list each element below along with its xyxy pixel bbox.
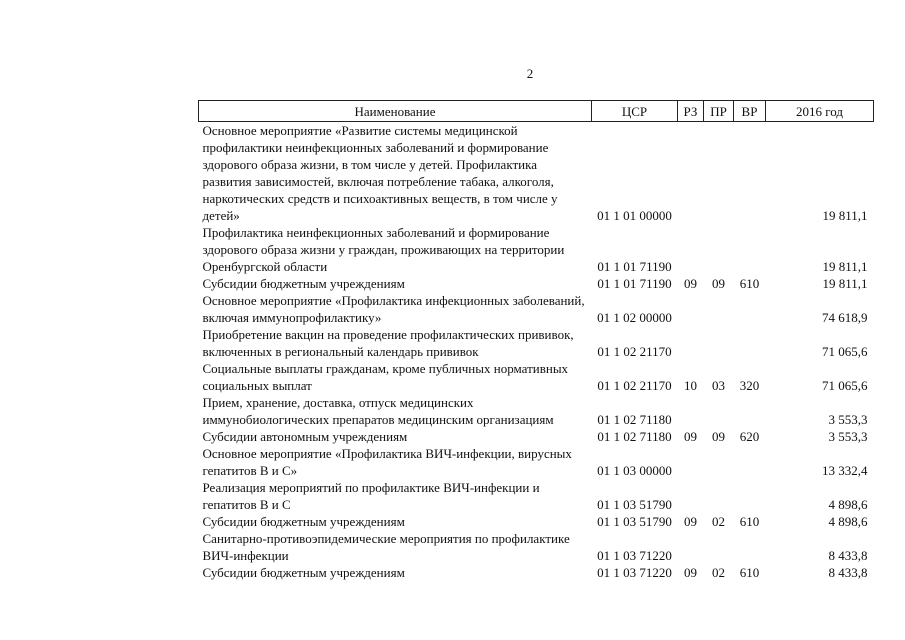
row-amount: 4 898,6 bbox=[828, 514, 868, 529]
row-csr: 01 1 02 71180 bbox=[597, 412, 672, 427]
row-name bbox=[199, 292, 592, 326]
row-name-line: Приобретение вакцин на проведение профилактических прививок, bbox=[202, 327, 574, 342]
table-row bbox=[199, 530, 874, 564]
table-body bbox=[199, 122, 874, 582]
row-amount: 4 898,6 bbox=[828, 497, 868, 512]
row-name-line: Социальные выплаты гражданам, кроме публичных нормативных bbox=[202, 361, 569, 376]
row-amount: 19 811,1 bbox=[822, 208, 868, 223]
table-row bbox=[199, 394, 874, 428]
row-csr: 01 1 02 00000 bbox=[597, 310, 672, 325]
row-pr bbox=[704, 445, 734, 479]
row-rz bbox=[678, 224, 704, 275]
table-row bbox=[199, 360, 874, 394]
row-pr: 09 bbox=[712, 276, 725, 291]
page-number: 2 bbox=[526, 66, 534, 81]
row-pr: 02 bbox=[712, 514, 725, 529]
row-amount: 19 811,1 bbox=[822, 259, 868, 274]
row-name-line: здорового образа жизни у граждан, проживающих на территории bbox=[202, 242, 565, 257]
row-name-line: здорового образа жизни, в том числе у детей. Профилактика bbox=[202, 157, 537, 172]
table-row bbox=[199, 564, 874, 581]
header-name: Наименование bbox=[199, 101, 592, 122]
row-name-line: Субсидии бюджетным учреждениям bbox=[202, 514, 405, 529]
row-name bbox=[199, 513, 592, 530]
row-name-line: гепатитов В и С» bbox=[202, 463, 298, 478]
row-amount: 19 811,1 bbox=[822, 276, 868, 291]
row-vr bbox=[734, 292, 766, 326]
row-name bbox=[199, 445, 592, 479]
row-amount: 3 553,3 bbox=[828, 429, 868, 444]
row-name-line: гепатитов В и С bbox=[202, 497, 291, 512]
row-pr bbox=[704, 530, 734, 564]
row-amount: 8 433,8 bbox=[828, 548, 868, 563]
header-vr: ВР bbox=[734, 101, 766, 122]
row-vr bbox=[734, 445, 766, 479]
row-csr: 01 1 03 51790 bbox=[597, 514, 672, 529]
row-name-line: иммунобиологических препаратов медицинским организациям bbox=[202, 412, 554, 427]
table-row bbox=[199, 292, 874, 326]
row-vr: 320 bbox=[739, 378, 760, 393]
table-row bbox=[199, 326, 874, 360]
row-name bbox=[199, 326, 592, 360]
row-name-line: детей» bbox=[202, 208, 240, 223]
row-name-line: Санитарно-противоэпидемические мероприятия по профилактике bbox=[202, 531, 570, 546]
row-rz: 09 bbox=[684, 276, 697, 291]
row-amount: 71 065,6 bbox=[822, 378, 868, 393]
row-pr bbox=[704, 292, 734, 326]
header-pr: ПР bbox=[704, 101, 734, 122]
row-vr bbox=[734, 326, 766, 360]
row-csr: 01 1 02 21170 bbox=[597, 378, 672, 393]
row-name bbox=[199, 428, 592, 445]
row-name bbox=[199, 394, 592, 428]
row-csr: 01 1 01 00000 bbox=[597, 208, 672, 223]
table-row bbox=[199, 224, 874, 275]
row-rz: 10 bbox=[684, 378, 697, 393]
row-rz bbox=[678, 122, 704, 225]
row-pr: 03 bbox=[712, 378, 725, 393]
row-csr: 01 1 03 71220 bbox=[597, 548, 672, 563]
budget-table-container bbox=[198, 100, 873, 581]
row-name-line: Основное мероприятие «Развитие системы медицинской bbox=[202, 123, 518, 138]
row-amount: 13 332,4 bbox=[822, 463, 868, 478]
row-amount: 8 433,8 bbox=[828, 565, 868, 580]
table-row bbox=[199, 513, 874, 530]
row-name bbox=[199, 360, 592, 394]
row-amount: 71 065,6 bbox=[822, 344, 868, 359]
header-row bbox=[199, 101, 874, 122]
row-pr: 09 bbox=[712, 429, 725, 444]
row-rz: 09 bbox=[684, 565, 697, 580]
table-header bbox=[199, 101, 874, 122]
header-year: 2016 год bbox=[766, 101, 874, 122]
table-row bbox=[199, 122, 874, 225]
row-name-line: включая иммунопрофилактику» bbox=[202, 310, 382, 325]
row-name-line: Субсидии автономным учреждениям bbox=[202, 429, 408, 444]
header-csr: ЦСР bbox=[592, 101, 678, 122]
row-csr: 01 1 03 00000 bbox=[597, 463, 672, 478]
row-pr bbox=[704, 224, 734, 275]
row-rz bbox=[678, 292, 704, 326]
row-amount: 74 618,9 bbox=[822, 310, 868, 325]
row-rz bbox=[678, 394, 704, 428]
row-vr bbox=[734, 122, 766, 225]
row-rz bbox=[678, 326, 704, 360]
row-name-line: Профилактика неинфекционных заболеваний и формирование bbox=[202, 225, 550, 240]
row-name-line: Субсидии бюджетным учреждениям bbox=[202, 565, 405, 580]
budget-table bbox=[198, 100, 874, 581]
row-name-line: развития зависимостей, включая потребление табака, алкоголя, bbox=[202, 174, 554, 189]
row-pr bbox=[704, 122, 734, 225]
row-pr bbox=[704, 479, 734, 513]
row-name bbox=[199, 275, 592, 292]
header-rz: РЗ bbox=[678, 101, 704, 122]
row-name bbox=[199, 530, 592, 564]
row-name-line: Реализация мероприятий по профилактике ВИЧ-инфекции и bbox=[202, 480, 540, 495]
row-vr bbox=[734, 224, 766, 275]
row-pr bbox=[704, 394, 734, 428]
row-name-line: включенных в региональный календарь прививок bbox=[202, 344, 479, 359]
row-vr: 610 bbox=[739, 514, 760, 529]
row-name-line: Субсидии бюджетным учреждениям bbox=[202, 276, 405, 291]
row-vr: 610 bbox=[739, 276, 760, 291]
row-name bbox=[199, 224, 592, 275]
row-name bbox=[199, 479, 592, 513]
row-rz bbox=[678, 479, 704, 513]
row-name-line: Оренбургской области bbox=[202, 259, 328, 274]
row-name-line: ВИЧ-инфекции bbox=[202, 548, 289, 563]
row-rz: 09 bbox=[684, 514, 697, 529]
row-name-line: наркотических средств и психоактивных веществ, в том числе у bbox=[202, 191, 558, 206]
row-vr: 610 bbox=[739, 565, 760, 580]
row-name-line: профилактики неинфекционных заболеваний и формирование bbox=[202, 140, 549, 155]
row-name-line: Основное мероприятие «Профилактика ВИЧ-инфекции, вирусных bbox=[202, 446, 572, 461]
row-pr: 02 bbox=[712, 565, 725, 580]
row-csr: 01 1 03 51790 bbox=[597, 497, 672, 512]
row-name-line: Основное мероприятие «Профилактика инфекционных заболеваний, bbox=[202, 293, 585, 308]
row-name bbox=[199, 564, 592, 581]
row-name-line: социальных выплат bbox=[202, 378, 312, 393]
table-row bbox=[199, 445, 874, 479]
row-vr: 620 bbox=[739, 429, 760, 444]
row-amount: 3 553,3 bbox=[828, 412, 868, 427]
row-csr: 01 1 01 71190 bbox=[597, 276, 672, 291]
row-name bbox=[199, 122, 592, 225]
row-name-line: Прием, хранение, доставка, отпуск медицинских bbox=[202, 395, 474, 410]
row-csr: 01 1 02 71180 bbox=[597, 429, 672, 444]
table-row bbox=[199, 275, 874, 292]
row-vr bbox=[734, 394, 766, 428]
row-vr bbox=[734, 530, 766, 564]
row-csr: 01 1 03 71220 bbox=[597, 565, 672, 580]
row-pr bbox=[704, 326, 734, 360]
row-csr: 01 1 02 21170 bbox=[597, 344, 672, 359]
table-row bbox=[199, 428, 874, 445]
row-vr bbox=[734, 479, 766, 513]
row-rz bbox=[678, 445, 704, 479]
row-csr: 01 1 01 71190 bbox=[597, 259, 672, 274]
table-row bbox=[199, 479, 874, 513]
row-rz: 09 bbox=[684, 429, 697, 444]
row-rz bbox=[678, 530, 704, 564]
